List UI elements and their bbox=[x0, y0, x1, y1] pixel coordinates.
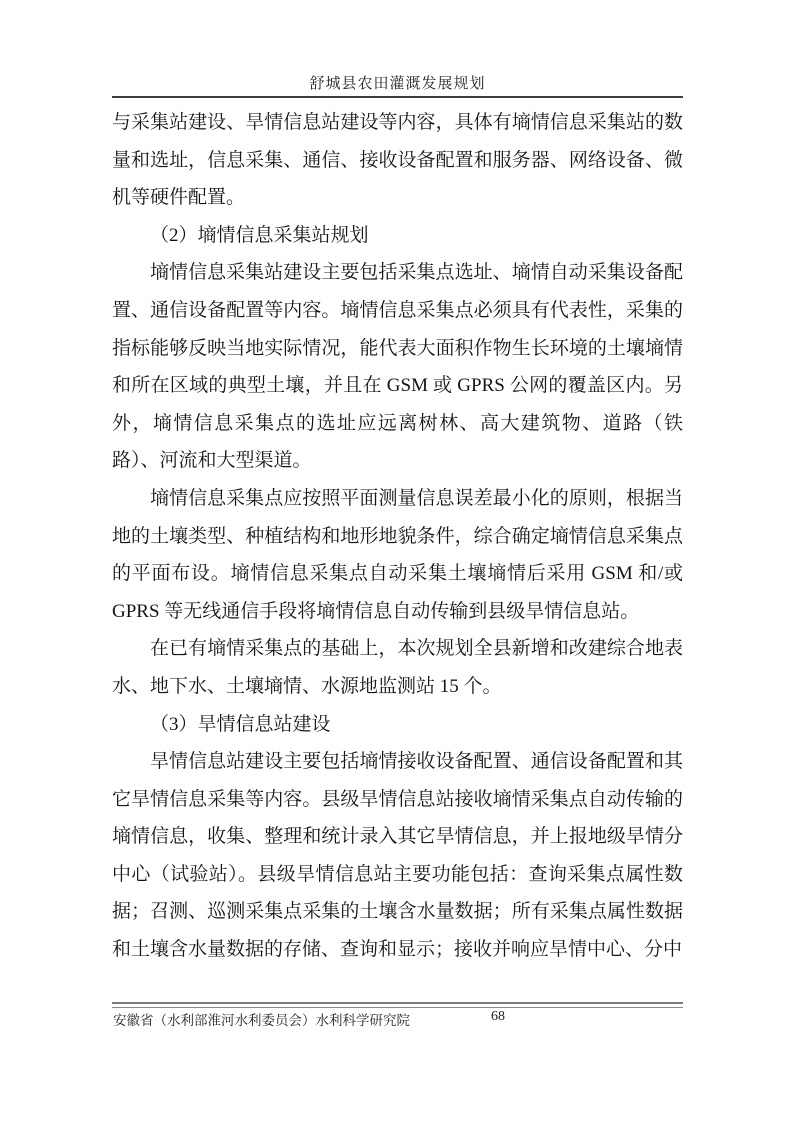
paragraph: 墒情信息采集站建设主要包括采集点选址、墒情自动采集设备配置、通信设备配置等内容。墒情信息采集点必须具有代表性，采集的指标能够反映当地实际情况，能代表大面积作物生长环境的土壤墒情和所在区域的典型土壤，并且在 GSM 或 GPRS 公网的覆盖区内。另外，墒情信息采集点的选址应远离树林、高大建筑物、道路（铁路）、河流和大型渠道。 bbox=[112, 262, 683, 472]
document-body bbox=[112, 104, 683, 969]
paragraph: 在已有墒情采集点的基础上，本次规划全县新增和改建综合地表水、地下水、土壤墒情、水源地监测站 15 个。 bbox=[112, 638, 683, 697]
footer-rule bbox=[112, 1002, 683, 1008]
header-title: 舒城县农田灌溉发展规划 bbox=[309, 76, 486, 92]
paragraph: 与采集站建设、旱情信息站建设等内容，具体有墒情信息采集站的数量和选址，信息采集、通信、接收设备配置和服务器、网络设备、微机等硬件配置。 bbox=[112, 112, 683, 209]
footer-organization: 安徽省（水利部淮河水利委员会）水利科学研究院 bbox=[113, 1013, 410, 1028]
header-rule bbox=[112, 96, 683, 98]
paragraph: 旱情信息站建设主要包括墒情接收设备配置、通信设备配置和其它旱情信息采集等内容。县级旱情信息站接收墒情采集点自动传输的墒情信息，收集、整理和统计录入其它旱情信息，并上报地级旱情分中心（试验站）。县级旱情信息站主要功能包括：查询采集点属性数据；召测、巡测采集点采集的土壤含水量数据；所有采集点属性数据和土壤含水量数据的存储、查询和显示；接收并响应旱情中心、分中 bbox=[112, 751, 683, 961]
paragraph: 墒情信息采集点应按照平面测量信息误差最小化的原则，根据当地的土壤类型、种植结构和地形地貌条件，综合确定墒情信息采集点的平面布设。墒情信息采集点自动采集土壤墒情后采用 GSM 和/或 GPRS 等无线通信手段将墒情信息自动传输到县级旱情信息站。 bbox=[112, 487, 683, 622]
paragraph: （3）旱情信息站建设 bbox=[150, 713, 331, 735]
page-number: 68 bbox=[491, 1009, 505, 1024]
paragraph: （2）墒情信息采集站规划 bbox=[150, 224, 369, 246]
